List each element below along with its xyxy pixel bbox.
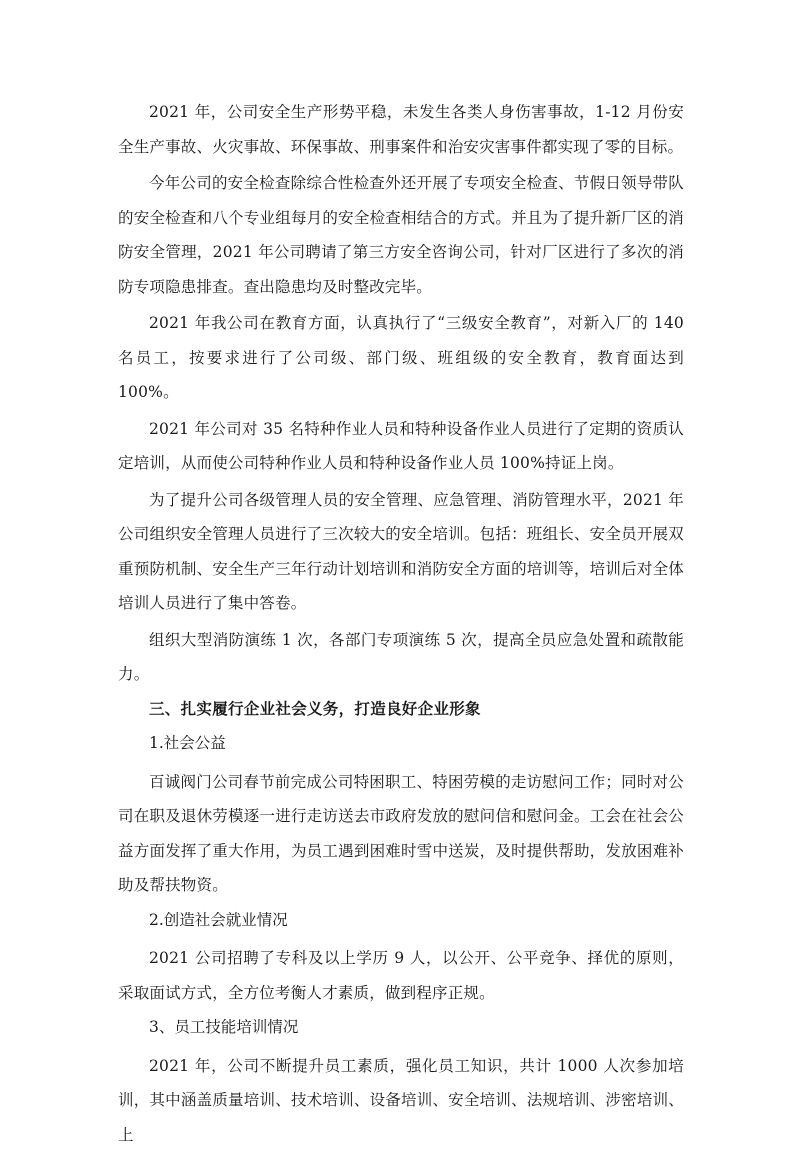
paragraph-safety-education: 2021 年我公司在教育方面，认真执行了“三级安全教育”，对新入厂的 140 名员工，按要求进行了公司级、部门级、班组级的安全教育，教育面达到 100%。	[118, 306, 684, 410]
paragraph-fire-drill: 组织大型消防演练 1 次，各部门专项演练 5 次，提高全员应急处置和疏散能力。	[118, 623, 684, 692]
paragraph-safety-summary: 2021 年，公司安全生产形势平稳，未发生各类人身伤害事故，1-12 月份安全生产事故、火灾事故、环保事故、刑事案件和治安灾害事件都实现了零的目标。	[118, 95, 684, 164]
subsection-title-skills-training: 3、员工技能培训情况	[118, 1010, 684, 1045]
section-heading: 三、扎实履行企业社会义务，打造良好企业形象	[118, 692, 684, 727]
document-page	[118, 95, 684, 1152]
subsection-title-employment: 2.创造社会就业情况	[118, 903, 684, 938]
paragraph-skills-training: 2021 年，公司不断提升员工素质，强化员工知识，共计 1000 人次参加培训，其中涵盖质量培训、技术培训、设备培训、安全培训、法规培训、涉密培训、上	[118, 1049, 684, 1152]
subsection-title-public-welfare: 1.社会公益	[118, 726, 684, 761]
paragraph-management-training: 为了提升公司各级管理人员的安全管理、应急管理、消防管理水平，2021 年公司组织安全管理人员进行了三次较大的安全培训。包括：班组长、安全员开展双重预防机制、安全生产三年行动计划培训和消防安全方面的培训等，培训后对全体培训人员进行了集中答卷。	[118, 483, 684, 621]
paragraph-public-welfare: 百诚阀门公司春节前完成公司特困职工、特困劳模的走访慰问工作；同时对公司在职及退休劳模逐一进行走访送去市政府发放的慰问信和慰问金。工会在社会公益方面发挥了重大作用，为员工遇到困难时雪中送炭，及时提供帮助，发放困难补助及帮扶物资。	[118, 765, 684, 903]
paragraph-employment: 2021 公司招聘了专科及以上学历 9 人，以公开、公平竞争、择优的原则，采取面试方式，全方位考衡人才素质，做到程序正规。	[118, 941, 684, 1010]
paragraph-special-operators: 2021 年公司对 35 名特种作业人员和特种设备作业人员进行了定期的资质认定培训，从而使公司特种作业人员和特种设备作业人员 100%持证上岗。	[118, 412, 684, 481]
paragraph-safety-inspection: 今年公司的安全检查除综合性检查外还开展了专项安全检查、节假日领导带队的安全检查和八个专业组每月的安全检查相结合的方式。并且为了提升新厂区的消防安全管理，2021 年公司聘请了第三方安全咨询公司，针对厂区进行了多次的消防专项隐患排查。查出隐患均及时整改完毕。	[118, 166, 684, 304]
